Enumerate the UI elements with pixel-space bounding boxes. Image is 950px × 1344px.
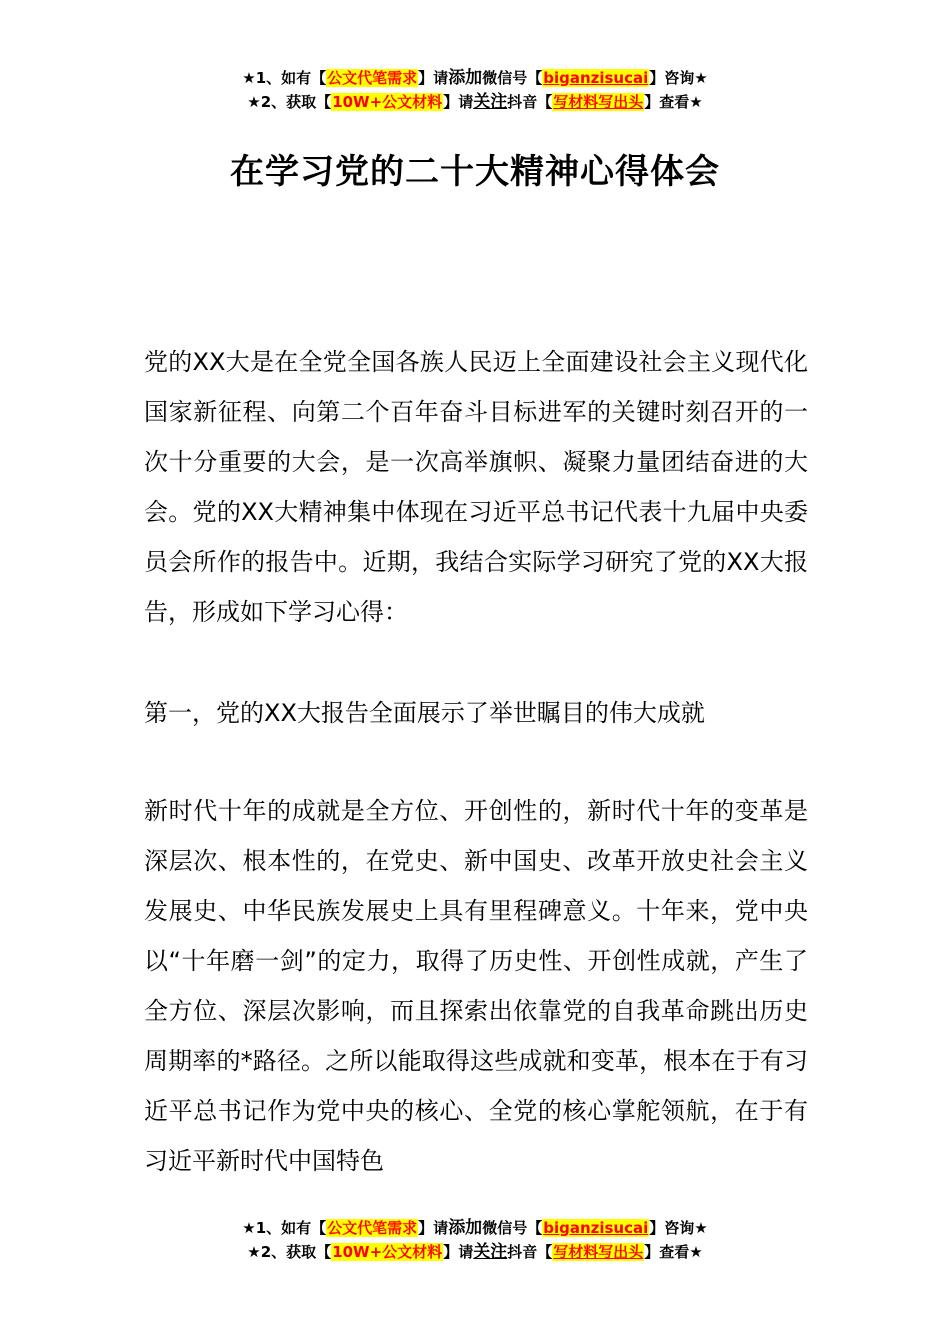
banner-highlight: 10W+公文材料 [332, 93, 443, 111]
wechat-id: biganzisucai [543, 1219, 649, 1237]
paragraph-text: 党的XX大是在全党全国各族人民迈上全面建设社会主义现代化国家新征程、向第二个百年奋斗目标进军的关键时刻召开的一次十分重要的大会，是一次高举旗帜、凝聚力量团结奋进的大会。党的XX大精神集中体现在习近平总书记代表十九届中央委员会所作的报告中。近期，我结合实际学习研究了党的XX大报告，形成如下学习心得： [144, 348, 808, 626]
banner-text: 抖音【 [507, 93, 553, 111]
banner-text: 1、如有【 [255, 1219, 327, 1237]
banner-line-2 [0, 1240, 950, 1264]
star-icon: ★ [694, 69, 708, 87]
banner-text: 2、获取【 [260, 1243, 332, 1261]
paragraph-text: 新时代十年的成就是全方位、开创性的，新时代十年的变革是深层次、根本性的，在党史、新中国史、改革开放史社会主义发展史、中华民族发展史上具有里程碑意义。十年来，党中央以“十年磨一剑”的定力，取得了历史性、开创性成就，产生了全方位、深层次影响，而且探索出依靠党的自我革命跳出历史周期率的*路径。之所以能取得这些成就和变革，根本在于有习近平总书记作为党中央的核心、全党的核心掌舵领航，在于有习近平新时代中国特色 [144, 797, 808, 1175]
banner-text: 】查看 [644, 1243, 690, 1261]
section-heading-1 [144, 688, 808, 738]
banner-highlight: 10W+公文材料 [332, 1243, 443, 1261]
wechat-id: biganzisucai [543, 69, 649, 87]
banner-text: 】咨询 [649, 1219, 695, 1237]
banner-text: 抖音【 [507, 1243, 553, 1261]
banner-line-1 [0, 1216, 950, 1240]
star-icon: ★ [247, 1243, 261, 1261]
banner-emphasis: 关注 [473, 92, 508, 112]
banner-highlight: 公文代笔需求 [327, 69, 418, 87]
star-icon: ★ [242, 69, 256, 87]
banner-text: 】请 [418, 69, 449, 87]
banner-text: 】请 [443, 93, 474, 111]
banner-text: 微信号【 [482, 1219, 543, 1237]
banner-text: 1、如有【 [255, 69, 327, 87]
banner-highlight: 公文代笔需求 [327, 1219, 418, 1237]
star-icon: ★ [689, 1243, 703, 1261]
footer-banner [0, 1216, 950, 1264]
body-paragraph-1 [144, 337, 808, 637]
banner-line-1 [0, 66, 950, 90]
banner-text: 】请 [443, 1243, 474, 1261]
banner-line-2 [0, 90, 950, 114]
banner-emphasis: 关注 [473, 1242, 508, 1262]
star-icon: ★ [247, 93, 261, 111]
document-title: 在学习党的二十大精神心得体会 [230, 152, 720, 192]
star-icon: ★ [694, 1219, 708, 1237]
banner-emphasis: 添加 [448, 68, 483, 88]
douyin-account: 写材料写出头 [553, 1243, 644, 1261]
star-icon: ★ [242, 1219, 256, 1237]
douyin-account: 写材料写出头 [553, 93, 644, 111]
heading-text: 第一，党的XX大报告全面展示了举世瞩目的伟大成就 [144, 699, 705, 727]
banner-text: 微信号【 [482, 69, 543, 87]
banner-text: 】咨询 [649, 69, 695, 87]
banner-emphasis: 添加 [448, 1218, 483, 1238]
banner-text: 】请 [418, 1219, 449, 1237]
header-banner [0, 66, 950, 114]
banner-text: 】查看 [644, 93, 690, 111]
banner-text: 2、获取【 [260, 93, 332, 111]
body-paragraph-2 [144, 786, 808, 1186]
star-icon: ★ [689, 93, 703, 111]
